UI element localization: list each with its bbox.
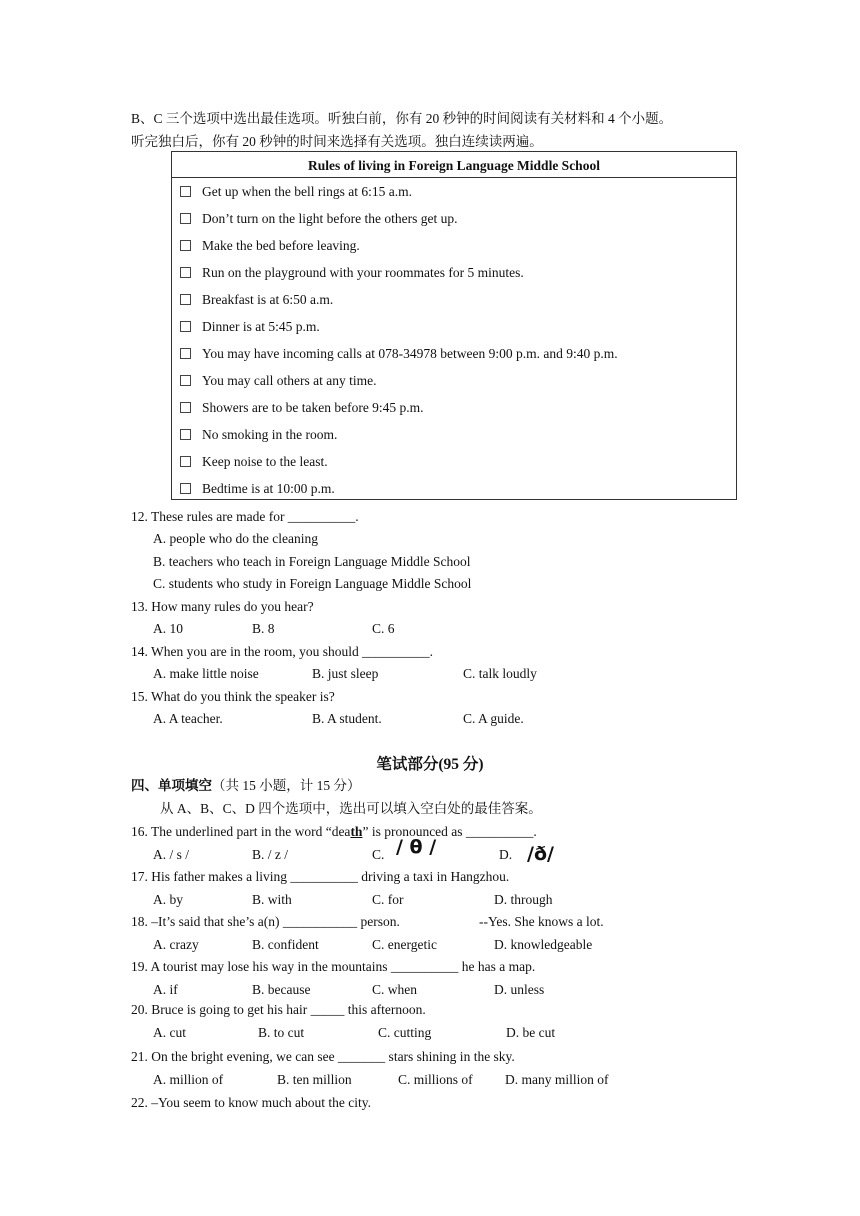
rule-item: Keep noise to the least.	[180, 452, 328, 472]
question-18-reply: --Yes. She knows a lot.	[479, 914, 604, 929]
checkbox-icon	[180, 240, 191, 251]
checkbox-icon	[180, 375, 191, 386]
question-18-option-d[interactable]: D. knowledgeable	[494, 937, 593, 952]
question-20-stem: 20. Bruce is going to get his hair _____ this afternoon.	[131, 1002, 426, 1017]
part-four-heading: 四、单项填空（共 15 小题，计 15 分）	[131, 778, 361, 793]
rule-item: Breakfast is at 6:50 a.m.	[180, 290, 333, 310]
question-18-option-c[interactable]: C. energetic	[372, 937, 437, 952]
rule-item: Run on the playground with your roommates for 5 minutes.	[180, 263, 524, 283]
question-21-option-d[interactable]: D. many million of	[505, 1072, 609, 1087]
question-12-option-a[interactable]: A. people who do the cleaning	[153, 531, 318, 546]
question-14-option-a[interactable]: A. make little noise	[153, 666, 259, 681]
checkbox-icon	[180, 483, 191, 494]
question-16-option-c[interactable]: C.	[372, 847, 385, 862]
checkbox-icon	[180, 402, 191, 413]
question-18-stem: 18. –It’s said that she’s a(n) ___________ person.	[131, 914, 400, 929]
rule-item: Showers are to be taken before 9:45 p.m.	[180, 398, 424, 418]
question-16-stem: 16. The underlined part in the word “death” is pronounced as __________.	[131, 824, 537, 839]
checkbox-icon	[180, 213, 191, 224]
question-19-option-d[interactable]: D. unless	[494, 982, 545, 997]
question-21-option-b[interactable]: B. ten million	[277, 1072, 352, 1087]
rule-item: Dinner is at 5:45 p.m.	[180, 317, 320, 337]
question-16-option-a[interactable]: A. / s /	[153, 847, 190, 862]
question-20-option-a[interactable]: A. cut	[153, 1025, 186, 1040]
question-20-option-b[interactable]: B. to cut	[258, 1025, 305, 1040]
checkbox-icon	[180, 321, 191, 332]
question-18-option-a[interactable]: A. crazy	[153, 937, 199, 952]
part-four-instruction: 从 A、B、C、D 四个选项中，选出可以填入空白处的最佳答案。	[160, 801, 542, 816]
question-21-option-a[interactable]: A. million of	[153, 1072, 224, 1087]
question-12-option-b[interactable]: B. teachers who teach in Foreign Language Middle School	[153, 554, 471, 569]
question-17-option-a[interactable]: A. by	[153, 892, 183, 907]
rule-item: You may have incoming calls at 078-34978 between 9:00 p.m. and 9:40 p.m.	[180, 344, 618, 364]
written-section-title: 笔试部分(95 分)	[376, 756, 484, 773]
question-13-option-c[interactable]: C. 6	[372, 621, 395, 636]
checkbox-icon	[180, 429, 191, 440]
checkbox-icon	[180, 294, 191, 305]
question-13-stem: 13. How many rules do you hear?	[131, 599, 314, 614]
question-16-option-b[interactable]: B. / z /	[252, 847, 288, 862]
phonetic-symbol-eth: /ð/	[527, 843, 554, 865]
question-17-option-b[interactable]: B. with	[252, 892, 292, 907]
question-18-option-b[interactable]: B. confident	[252, 937, 319, 952]
question-22-stem: 22. –You seem to know much about the city.	[131, 1095, 371, 1110]
rule-item: Bedtime is at 10:00 p.m.	[180, 479, 335, 499]
question-12-stem: 12. These rules are made for __________.	[131, 509, 359, 524]
question-13-option-a[interactable]: A. 10	[153, 621, 183, 636]
question-13-option-b[interactable]: B. 8	[252, 621, 275, 636]
rule-item: Make the bed before leaving.	[180, 236, 360, 256]
rules-table-title: Rules of living in Foreign Language Middle School	[172, 152, 736, 178]
rule-item: Don’t turn on the light before the others get up.	[180, 209, 457, 229]
question-12-option-c[interactable]: C. students who study in Foreign Language Middle School	[153, 576, 472, 591]
instruction-line-2: 听完独白后，你有 20 秒钟的时间来选择有关选项。独白连续读两遍。	[131, 134, 543, 149]
checkbox-icon	[180, 186, 191, 197]
instruction-line-1: B、C 三个选项中选出最佳选项。听独白前，你有 20 秒钟的时间阅读有关材料和 4 个小题。	[131, 111, 673, 126]
question-20-option-d[interactable]: D. be cut	[506, 1025, 556, 1040]
rule-item: Get up when the bell rings at 6:15 a.m.	[180, 182, 412, 202]
rules-table	[171, 151, 737, 500]
question-17-stem: 17. His father makes a living __________ driving a taxi in Hangzhou.	[131, 869, 510, 884]
underlined-letters: th	[350, 824, 363, 839]
question-19-option-b[interactable]: B. because	[252, 982, 311, 997]
question-21-option-c[interactable]: C. millions of	[398, 1072, 473, 1087]
question-15-option-b[interactable]: B. A student.	[312, 711, 382, 726]
question-17-option-d[interactable]: D. through	[494, 892, 553, 907]
question-17-option-c[interactable]: C. for	[372, 892, 404, 907]
question-16-option-d[interactable]: D.	[499, 847, 513, 862]
phonetic-symbol-theta: / θ /	[396, 836, 437, 858]
question-19-option-c[interactable]: C. when	[372, 982, 417, 997]
question-21-stem: 21. On the bright evening, we can see _______ stars shining in the sky.	[131, 1049, 515, 1064]
question-14-option-c[interactable]: C. talk loudly	[463, 666, 537, 681]
checkbox-icon	[180, 267, 191, 278]
question-19-stem: 19. A tourist may lose his way in the mountains __________ he has a map.	[131, 959, 536, 974]
question-14-stem: 14. When you are in the room, you should __________.	[131, 644, 433, 659]
checkbox-icon	[180, 348, 191, 359]
question-15-stem: 15. What do you think the speaker is?	[131, 689, 335, 704]
listening-instructions	[131, 107, 751, 153]
rule-item: You may call others at any time.	[180, 371, 376, 391]
question-19-option-a[interactable]: A. if	[153, 982, 178, 997]
question-15-option-c[interactable]: C. A guide.	[463, 711, 524, 726]
rule-item: No smoking in the room.	[180, 425, 337, 445]
question-14-option-b[interactable]: B. just sleep	[312, 666, 379, 681]
question-20-option-c[interactable]: C. cutting	[378, 1025, 432, 1040]
part-four-note: （共 15 小题，计 15 分）	[212, 778, 361, 793]
question-15-option-a[interactable]: A. A teacher.	[153, 711, 223, 726]
checkbox-icon	[180, 456, 191, 467]
